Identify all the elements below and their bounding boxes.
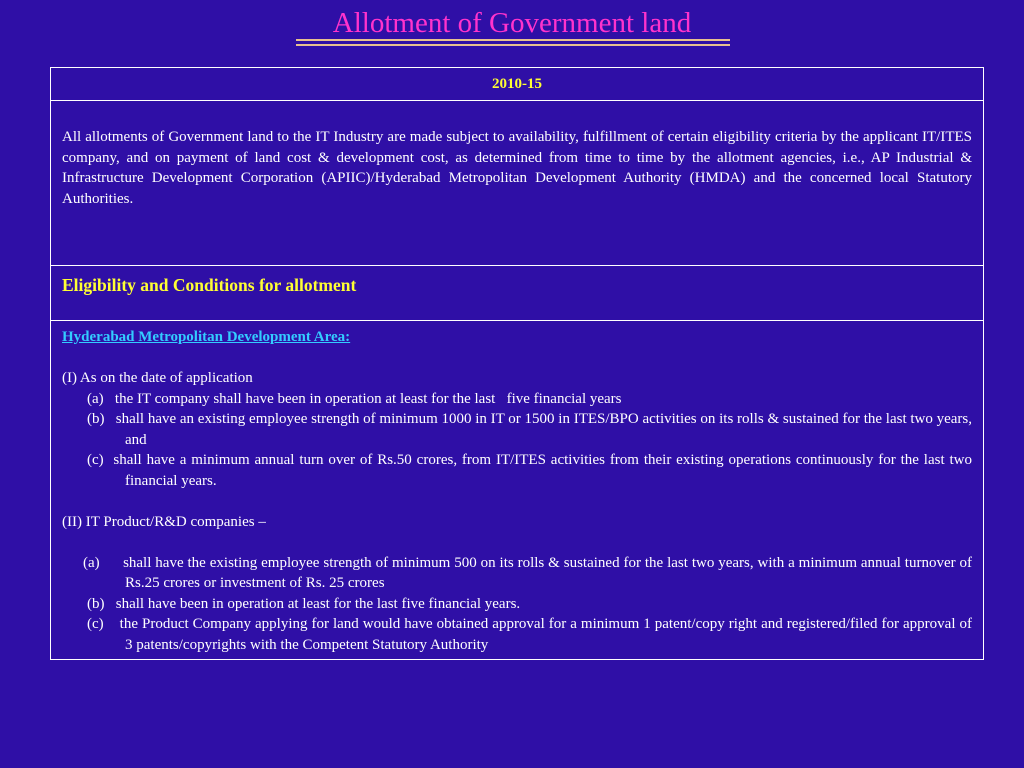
title-underline-top [296,39,730,41]
section1-item-a: (a) the IT company shall have been in operation at least for the last five financial years [87,390,622,407]
section1-heading: (I) As on the date of application [62,370,253,386]
slide-title-wrap [0,6,1024,42]
eligibility-heading: Eligibility and Conditions for allotment [62,275,357,295]
eligibility-row [51,266,983,321]
spacer [62,491,972,512]
slide-title: Allotment of Government land [332,7,692,39]
spacer [62,348,972,369]
section2-heading: (II) IT Product/R&D companies – [62,513,266,530]
section1-item-c: (c) shall have a minimum annual turn over of Rs.50 crores, from IT/ITES activities from their existing operations continuously for the last two financial years. [87,452,976,489]
section2-item-c: (c) the Product Company applying for land would have obtained approval for a minimum 1 patent/copy right and registered/filed for approval of 3 patents/copyrights with the Competent Statutory Authority [87,616,976,653]
intro-row [51,101,983,266]
section2-item-b: (b) shall have been in operation at least for the last five financial years. [87,595,521,612]
area-heading: Hyderabad Metropolitan Development Area: [62,329,351,345]
section2-item-a: (a) shall have the existing employee strength of minimum 500 on its rolls & sustained for the last two years, with a minimum annual turnover of Rs.25 crores or investment of Rs. 25 crores [83,554,976,591]
spacer [62,532,972,553]
period-label: 2010-15 [492,76,542,92]
details-row [51,321,983,659]
section1-item-b: (b) shall have an existing employee strength of minimum 1000 in IT or 1500 in ITES/BPO activities on its rolls & sustained for the last two years, and [87,411,976,448]
title-underline-bottom [296,44,730,46]
intro-text: All allotments of Government land to the IT Industry are made subject to availability, fulfillment of certain eligibility criteria by the applicant IT/ITES company, and on payment of land cost & development cost, as determined from time to time by the allotment agencies, i.e., AP Industrial & Infrastructure Development Corporation (APIIC)/Hyderabad Metropolitan Development Authority (HMDA) and the concerned local Statutory Authorities. [62,129,972,207]
period-header-row [51,68,983,101]
content-table [50,67,984,660]
